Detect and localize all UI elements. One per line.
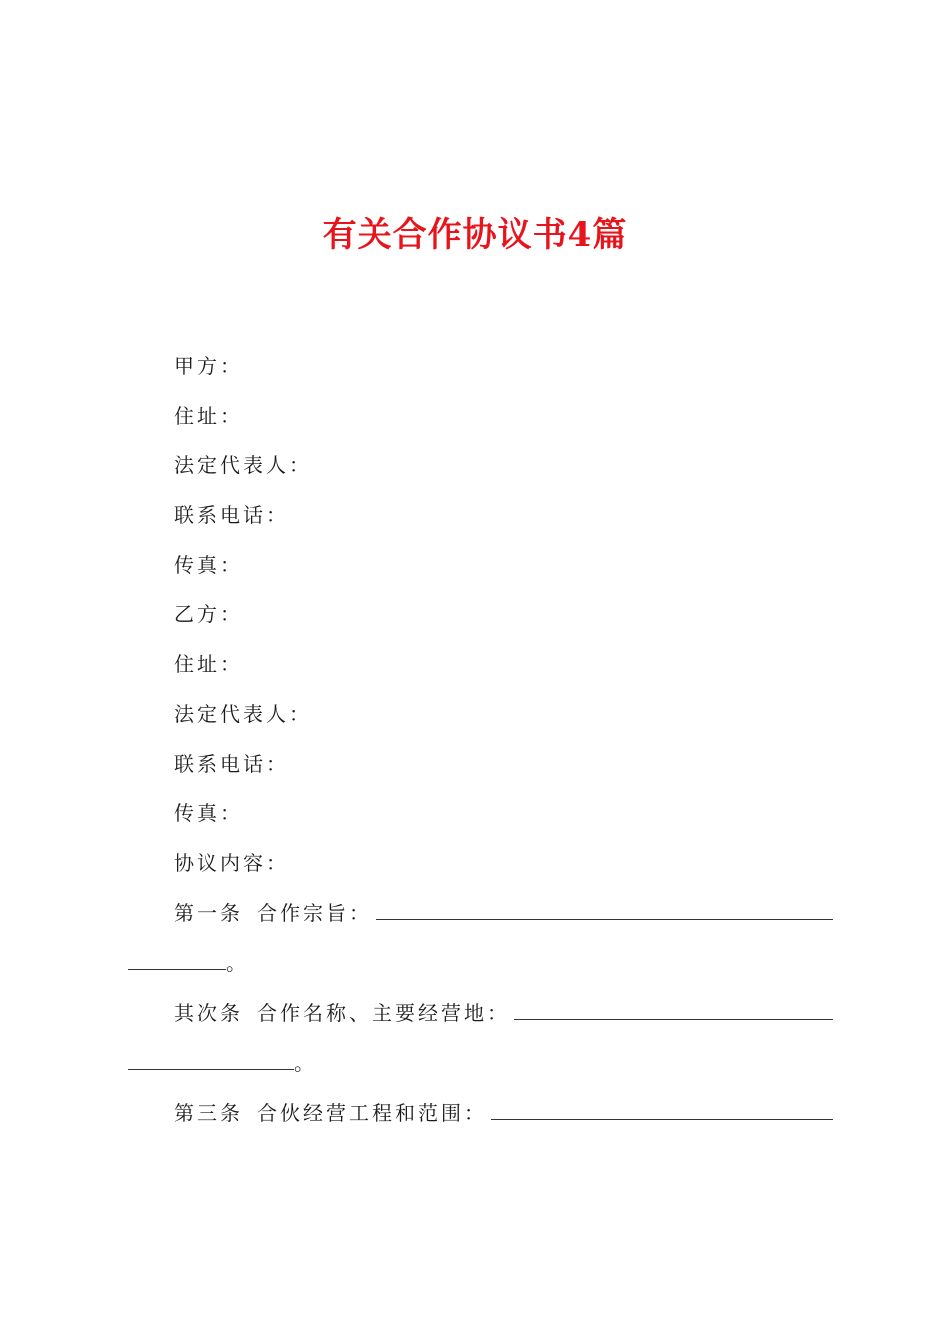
party-a-address: 住址：	[174, 403, 243, 428]
party-b-address: 住址：	[174, 652, 243, 677]
party-a-label: 甲方：	[174, 354, 243, 378]
clause-heading: 合作宗旨：	[257, 901, 372, 925]
document-title: 有关合作协议书4篇	[322, 215, 628, 255]
clause-number: 第一条	[174, 901, 243, 925]
party-a-fax: 传真：	[174, 552, 243, 577]
party-b-fax: 传真：	[174, 801, 243, 826]
party-b-phone: 联系电话：	[174, 751, 289, 776]
party-b-legal-rep: 法定代表人：	[174, 701, 312, 726]
clause-heading: 合作名称、主要经营地：	[257, 1001, 510, 1025]
party-b-label: 乙方：	[174, 602, 243, 627]
fill-blank	[128, 1047, 294, 1070]
party-a-legal-rep: 法定代表人：	[174, 453, 312, 478]
clause-end: 。	[294, 1051, 317, 1075]
clause-3	[128, 1088, 833, 1138]
fill-blank	[376, 897, 833, 920]
content-label: 协议内容：	[174, 850, 289, 875]
clause-number: 第三条	[174, 1101, 243, 1125]
clause-end: 。	[226, 951, 249, 975]
fill-blank	[491, 1097, 833, 1120]
clause-heading: 合伙经营工程和范围：	[257, 1101, 487, 1125]
fill-blank	[514, 997, 833, 1020]
party-fields	[174, 342, 834, 889]
clause-1	[128, 888, 833, 988]
clause-2	[128, 988, 833, 1088]
fill-blank	[128, 947, 226, 970]
clause-number: 其次条	[174, 1001, 243, 1025]
party-a-phone: 联系电话：	[174, 503, 289, 528]
